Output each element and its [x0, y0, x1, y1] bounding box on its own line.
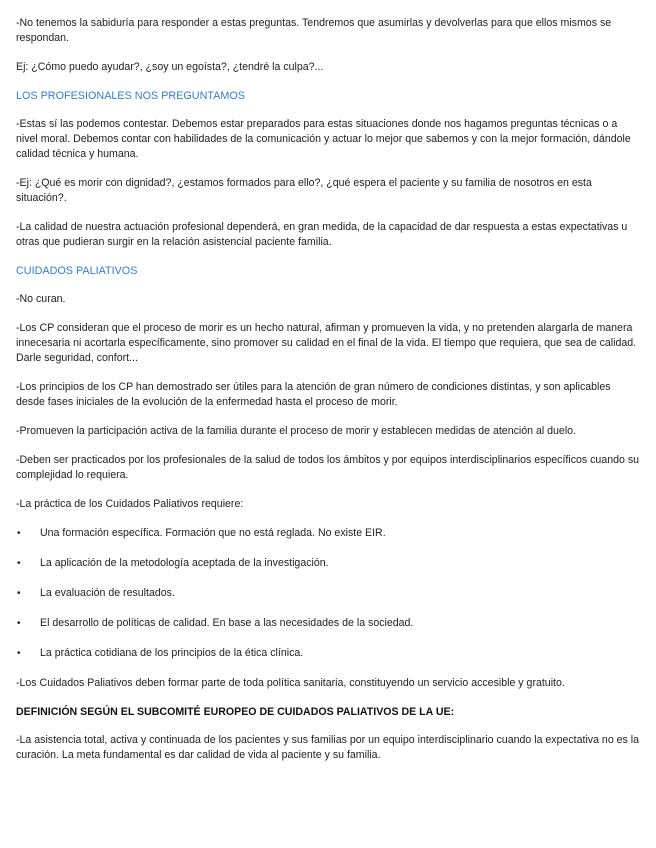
list-item — [16, 616, 640, 631]
document-page — [16, 16, 640, 777]
section-heading-cuidados-paliativos: CUIDADOS PALIATIVOS — [16, 265, 138, 277]
section1-paragraph: -Estas sí las podemos contestar. Debemos estar preparados para estas situaciones donde nos hagamos preguntas técnicas o a nivel moral. Debemos contar con habilidades de la comunicación y actuar lo mejor que sabemos y con la mejor formación, dándole calidad técnica y humana. — [16, 118, 631, 160]
requirements-bullet-list — [16, 526, 640, 661]
section2-paragraph: -No curan. — [16, 293, 66, 305]
section2-paragraph: -Promueven la participación activa de la familia durante el proceso de morir y establecen medidas de atención al duelo. — [16, 425, 577, 437]
section1-paragraph: -Ej: ¿Qué es morir con dignidad?, ¿estamos formados para ello?, ¿qué espera el paciente y su familia de nosotros en esta situación?. — [16, 177, 592, 204]
list-item-text: La evaluación de resultados. — [40, 587, 175, 599]
list-item — [16, 526, 640, 541]
bullet-icon: • — [17, 648, 21, 659]
intro-example-paragraph: Ej: ¿Cómo puedo ayudar?, ¿soy un egoísta?, ¿tendré la culpa?... — [16, 61, 324, 73]
intro-paragraph: -No tenemos la sabiduría para responder a estas preguntas. Tendremos que asumirlas y devolverlas para que ellos mismos se respondan. — [16, 17, 612, 44]
list-item — [16, 586, 640, 601]
list-item-text: El desarrollo de políticas de calidad. En base a las necesidades de la sociedad. — [40, 617, 414, 629]
list-item-text: La aplicación de la metodología aceptada de la investigación. — [40, 557, 329, 569]
section2-paragraph: -La práctica de los Cuidados Paliativos requiere: — [16, 498, 244, 510]
section-heading-profesionales: LOS PROFESIONALES NOS PREGUNTAMOS — [16, 90, 245, 102]
section2-paragraph: -Los CP consideran que el proceso de morir es un hecho natural, afirman y promueven la vida, y no pretenden alargarla de manera innecesaria ni acortarla específicamente, sino promover su calidad en el final de la vida. El tiempo que requiera, que sea de calidad. Darle seguridad, confort... — [16, 322, 637, 364]
list-item — [16, 556, 640, 571]
list-item-text: Una formación específica. Formación que no está reglada. No existe EIR. — [40, 527, 386, 539]
definition-paragraph: -La asistencia total, activa y continuada de los pacientes y sus familias por un equipo interdisciplinario cuando la expectativa no es la curación. La meta fundamental es dar calidad de vida al paciente y su familia. — [16, 734, 640, 761]
section-heading-definicion: DEFINICIÓN SEGÚN EL SUBCOMITÉ EUROPEO DE CUIDADOS PALIATIVOS DE LA UE: — [16, 706, 455, 718]
bullet-icon: • — [17, 588, 21, 599]
bullet-icon: • — [17, 528, 21, 539]
list-item-text: La práctica cotidiana de los principios de la ética clínica. — [40, 647, 304, 659]
section1-paragraph: -La calidad de nuestra actuación profesional dependerá, en gran medida, de la capacidad de dar respuesta a estas expectativas u otras que pudieran surgir en la relación asistencial paciente familia. — [16, 221, 628, 248]
list-item — [16, 646, 640, 661]
section2-paragraph: -Deben ser practicados por los profesionales de la salud de todos los ámbitos y por equipos interdisciplinarios específicos cuando su complejidad lo requiera. — [16, 454, 640, 481]
section2-closing-paragraph: -Los Cuidados Paliativos deben formar parte de toda política sanitaria, constituyendo un servicio accesible y gratuito. — [16, 677, 565, 689]
bullet-icon: • — [17, 558, 21, 569]
section2-paragraph: -Los principios de los CP han demostrado ser útiles para la atención de gran número de condiciones distintas, y son aplicables desde fases iniciales de la evolución de la enfermedad hasta el proceso de morir. — [16, 381, 611, 408]
bullet-icon: • — [17, 618, 21, 629]
